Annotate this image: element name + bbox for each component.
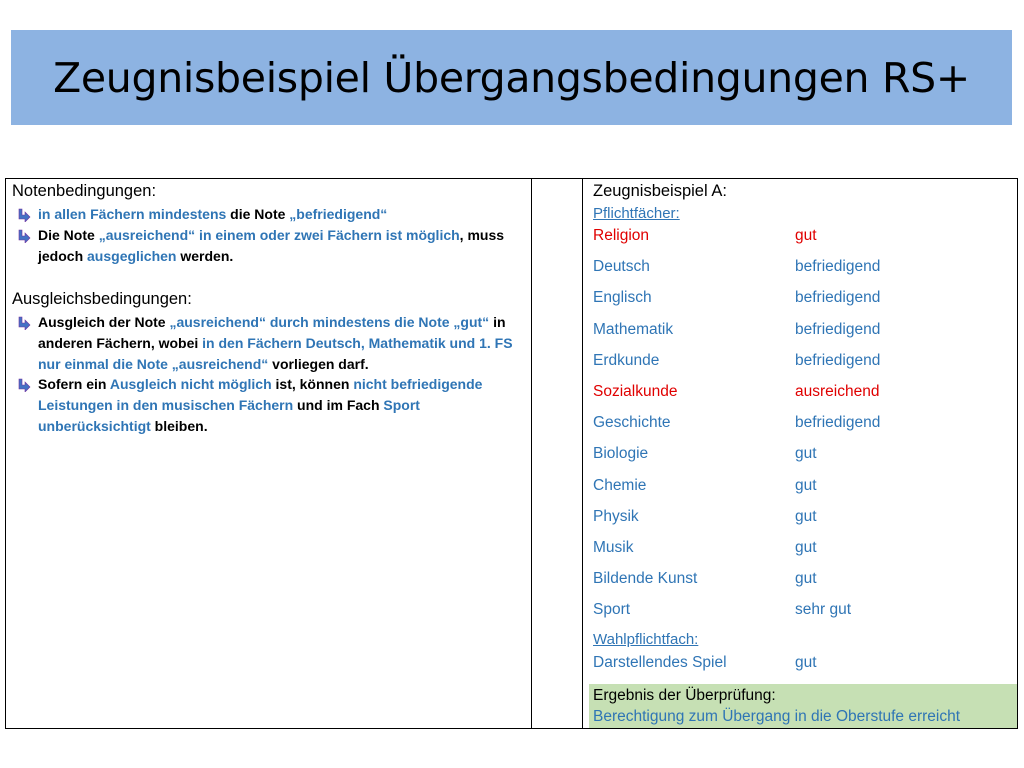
subject-grade: gut: [795, 539, 817, 556]
subject-name: Bildende Kunst: [593, 570, 698, 588]
bullet-text: „ausreichend“ in einem oder zwei Fächern ist möglich: [98, 227, 460, 243]
subject-grade: gut: [795, 476, 817, 494]
subject-grade: befriedigend: [795, 414, 881, 432]
wahl-label: Wahlpflichtfach:: [593, 631, 699, 648]
bullet-text: Sport: [383, 397, 420, 413]
subject-grade: gut: [795, 445, 817, 463]
example-column: [583, 179, 1017, 728]
bullet-text: und im Fach: [293, 397, 384, 413]
bullet-text: bleiben.: [150, 418, 208, 434]
subject-name: Deutsch: [593, 258, 650, 276]
subject-grade: befriedigend: [795, 289, 881, 307]
bullet-text: Die Note: [38, 227, 99, 243]
subject-name: Sozialkunde: [593, 383, 678, 400]
bullet-text: nicht befriedigende Leistungen in den musischen Fächern: [38, 376, 483, 413]
conditions-column: [6, 179, 532, 728]
subject-grade: befriedigend: [795, 320, 881, 338]
bullet-item: [14, 204, 519, 225]
bullet-item: [14, 374, 519, 437]
bullet-text: ist, können: [271, 376, 354, 392]
arrow-down-right-icon: [17, 377, 31, 391]
subject-grade: befriedigend: [795, 351, 881, 369]
bullet-text: unberücksichtigt: [38, 418, 151, 434]
bullet-text: , muss jedoch: [38, 227, 505, 264]
bullet-text: in allen Fächern mindestens: [38, 206, 231, 222]
bullet-text: in den Fächern Deutsch, Mathematik und 1. FS nur einmal die Note „ausreichend“: [38, 335, 513, 372]
subject-name: Musik: [593, 539, 634, 556]
subject-name: Sport: [593, 601, 631, 619]
slide-title: Zeugnisbeispiel Übergangsbedingungen RS+: [53, 53, 970, 102]
subject-grade: gut: [795, 507, 817, 525]
subject-name: Physik: [593, 507, 639, 525]
subject-name: Religion: [593, 227, 650, 244]
bullet-item: [14, 312, 519, 375]
result-text: Berechtigung zum Übergang in die Oberstufe erreicht: [593, 708, 961, 725]
subject-grade: sehr gut: [795, 601, 852, 619]
noten-heading: Notenbedingungen:: [12, 182, 157, 200]
bullet-item: [14, 225, 519, 267]
subject-grade: ausreichend: [795, 383, 880, 400]
arrow-down-right-icon: [17, 207, 31, 221]
title-banner: [11, 30, 1012, 125]
arrow-down-right-icon: [17, 228, 31, 242]
bullet-text: „befriedigend“: [289, 206, 388, 222]
pflicht-label: Pflichtfächer:: [593, 205, 680, 222]
bullet-text: vorliegen darf.: [268, 356, 369, 372]
bullet-text: „ausreichend“ durch mindestens die Note „gut“: [169, 314, 490, 330]
bullet-text: in anderen Fächern, wobei: [38, 314, 506, 351]
example-heading: Zeugnisbeispiel A:: [593, 182, 727, 200]
comparison-table: [5, 178, 1018, 729]
arrow-down-right-icon: [17, 315, 31, 329]
spacer-column: [532, 179, 583, 728]
bullet-text: Sofern ein: [38, 376, 110, 392]
subject-name: Geschichte: [593, 414, 671, 432]
wahl-subject-name: Darstellendes Spiel: [593, 654, 727, 671]
result-heading: Ergebnis der Überprüfung:: [593, 687, 776, 704]
subject-name: Mathematik: [593, 320, 674, 338]
bullet-text: Ausgleich der Note: [38, 314, 170, 330]
subject-name: Chemie: [593, 476, 647, 494]
subject-grade: befriedigend: [795, 258, 881, 276]
subject-name: Biologie: [593, 445, 649, 463]
bullet-text: Ausgleich nicht möglich: [109, 376, 272, 392]
subject-grade: gut: [795, 227, 817, 244]
bullet-text: ausgeglichen: [87, 248, 177, 264]
subject-name: Englisch: [593, 289, 652, 307]
result-box: [589, 684, 1017, 728]
subject-grade: gut: [795, 570, 817, 588]
bullet-text: die Note: [230, 206, 290, 222]
subject-name: Erdkunde: [593, 351, 660, 369]
ausgleich-heading: Ausgleichsbedingungen:: [12, 290, 192, 308]
wahl-subject-grade: gut: [795, 654, 817, 671]
bullet-text: werden.: [176, 248, 234, 264]
